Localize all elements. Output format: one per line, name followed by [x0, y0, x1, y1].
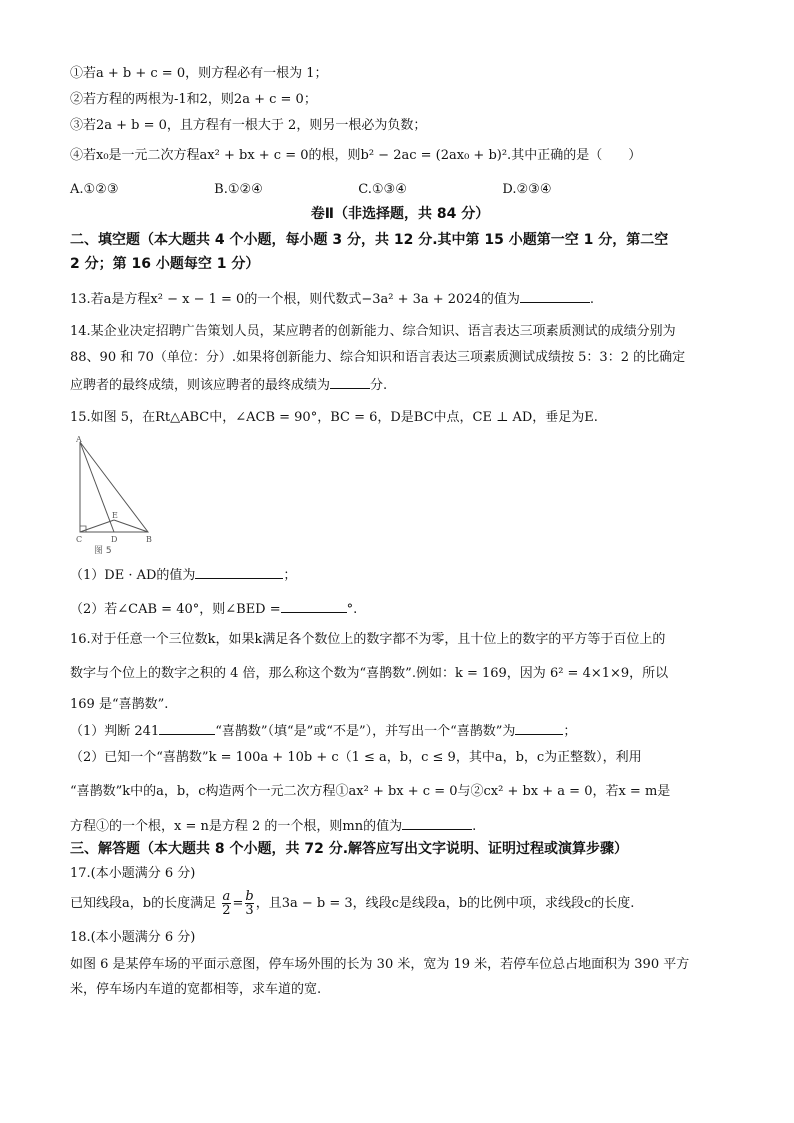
- q17-fraction-2: [245, 890, 253, 917]
- label-a: A: [76, 436, 82, 444]
- label-b: B: [146, 535, 152, 544]
- q17-fraction-1-num: a: [222, 889, 231, 904]
- q16-part-1-b: “喜鹊数”（填“是”或“不是”），并写出一个“喜鹊数”为: [215, 724, 516, 739]
- q16-part-2-line-3-text: 方程①的一个根，x = n是方程 2 的一个根，则mn的值为: [70, 819, 403, 834]
- answer-choices: [70, 182, 551, 198]
- q17-fraction-1-den: 2: [222, 903, 231, 918]
- q13-text: 13.若a是方程x² − x − 1 = 0的一个根，则代数式−3a² + 3a + 2024的值为: [70, 292, 520, 307]
- q16-line-3: 169 是“喜鹊数”.: [70, 697, 169, 712]
- choice-c: C.①③④: [358, 182, 407, 197]
- q17-text-a: 已知线段a，b的长度满足: [70, 896, 217, 911]
- q15-part-1-text: （1）DE · AD的值为: [70, 568, 196, 583]
- q18-line-1: 如图 6 是某停车场的平面示意图，停车场外围的长为 30 米，宽为 19 米，若停车位总占地面积为 390 平方: [70, 957, 690, 972]
- volume-2-title: 卷Ⅱ（非选择题，共 84 分）: [310, 206, 490, 222]
- q16-part-1-blank-2[interactable]: [515, 722, 563, 735]
- figure-5: [76, 436, 156, 554]
- q15-part-1: [70, 566, 296, 584]
- q17-text-b: ，且3a − b = 3，线段c是线段a，b的比例中项，求线段c的长度.: [255, 896, 635, 911]
- q18-line-2: 米，停车场内车道的宽都相等，求车道的宽.: [70, 982, 322, 997]
- q16-part-1-blank-1[interactable]: [159, 722, 215, 735]
- q16-part-1: [70, 722, 576, 740]
- choice-b: B.①②④: [214, 182, 263, 197]
- q16-part-2-line-3: [70, 817, 476, 835]
- q14-line-1: 14.某企业决定招聘广告策划人员，某应聘者的创新能力、综合知识、语言表达三项素质测试的成绩分别为: [70, 324, 676, 339]
- q15-part-2-blank[interactable]: [281, 600, 347, 613]
- q15-part-2: [70, 600, 357, 618]
- figure-caption: 图 5: [94, 546, 112, 554]
- q16-part-2-end: .: [472, 819, 477, 834]
- segment-ad: [80, 442, 114, 532]
- label-c: C: [76, 535, 83, 544]
- q14-unit: 分.: [370, 378, 388, 393]
- q16-part-2-blank[interactable]: [402, 817, 472, 830]
- option-2: ②若方程的两根为-1和2，则2a + c = 0；: [70, 92, 317, 107]
- label-d: D: [111, 535, 118, 544]
- option-4: ④若x₀是一元二次方程ax² + bx + c = 0的根，则b² − 2ac = (2ax₀ + b)².其中正确的是（ ）: [70, 148, 642, 163]
- q16-line-1: 16.对于任意一个三位数k，如果k满足各个数位上的数字都不为零，且十位上的数字的平方等于百位上的: [70, 632, 666, 647]
- q17-text: [70, 888, 634, 920]
- q16-line-2: 数字与个位上的数字之积的 4 倍，那么称这个数为“喜鹊数”.例如：k = 169，因为 6² = 4×1×9，所以: [70, 666, 669, 681]
- q15-part-1-blank[interactable]: [195, 566, 283, 579]
- option-3: ③若2a + b = 0，且方程有一根大于 2，则另一根必为负数；: [70, 118, 427, 133]
- section-2-heading-line-1: 二、填空题（本大题共 4 个小题，每小题 3 分，共 12 分.其中第 15 小题第一空 1 分，第二空: [70, 232, 669, 248]
- question-13: 13.若a是方程x² − x − 1 = 0的一个根，则代数式−3a² + 3a + 2024的值为 .: [70, 292, 594, 307]
- q14-line-2: 88、90 和 70（单位：分）.如果将创新能力、综合知识和语言表达三项素质测试成绩按 5：3：2 的比确定: [70, 350, 686, 365]
- q16-part-2-line-1: （2）已知一个“喜鹊数”k = 100a + 10b + c（1 ≤ a，b，c ≤ 9，其中a，b，c为正整数），利用: [70, 750, 642, 765]
- q15-part-2-text: （2）若∠CAB = 40°，则∠BED =: [70, 602, 281, 617]
- q17-score: 17.(本小题满分 6 分): [70, 866, 196, 881]
- q14-line-3: [70, 376, 387, 394]
- label-e: E: [112, 511, 118, 520]
- q17-fraction-2-num: b: [245, 889, 254, 904]
- q15-part-1-end: ；: [283, 568, 297, 583]
- choice-a: A.①②③: [70, 182, 119, 197]
- q15-part-2-end: °.: [346, 602, 358, 617]
- section-2-heading-line-2: 2 分；第 16 小题每空 1 分）: [70, 256, 260, 272]
- q13-answer-blank[interactable]: [520, 290, 590, 303]
- option-1: ①若a + b + c = 0，则方程必有一根为 1；: [70, 66, 328, 81]
- q16-part-1-a: （1）判断 241: [70, 724, 160, 739]
- q16-part-1-end: ；: [563, 724, 577, 739]
- q14-line-3-text: 应聘者的最终成绩，则该应聘者的最终成绩为: [70, 378, 331, 393]
- q16-part-2-line-2: “喜鹊数”k中的a，b，c构造两个一元二次方程①ax² + bx + c = 0与②cx² + bx + a = 0，若x = m是: [70, 784, 671, 799]
- q17-equals: =: [232, 896, 244, 911]
- q18-score: 18.(本小题满分 6 分): [70, 930, 196, 945]
- section-3-heading: 三、解答题（本大题共 8 个小题，共 72 分.解答应写出文字说明、证明过程或演算步骤）: [70, 841, 629, 857]
- q15-stem: 15.如图 5，在Rt△ABC中，∠ACB = 90°，BC = 6，D是BC中点，CE ⊥ AD，垂足为E.: [70, 410, 598, 425]
- q14-answer-blank[interactable]: [330, 376, 370, 389]
- q17-fraction-2-den: 3: [245, 903, 254, 918]
- q17-fraction-1: [222, 890, 230, 917]
- choice-d: D.②③④: [502, 182, 552, 197]
